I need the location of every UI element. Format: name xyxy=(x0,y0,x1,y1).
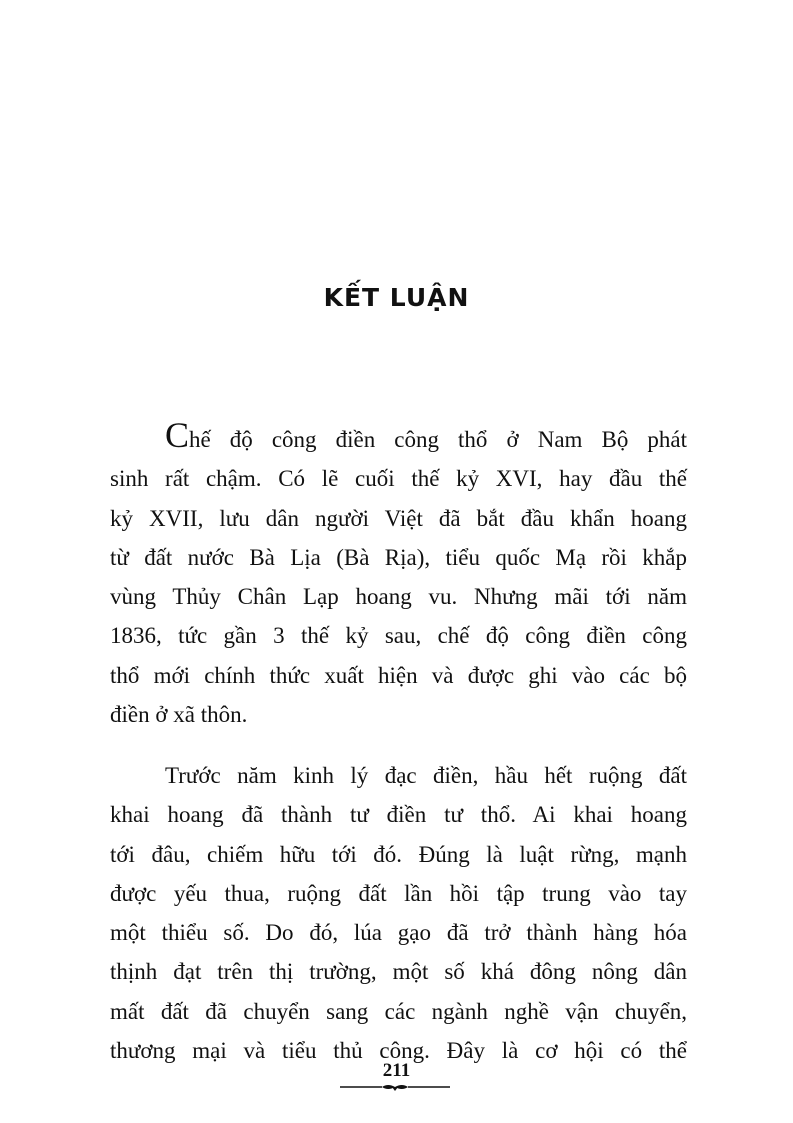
text-line: tới đâu, chiếm hữu tới đó. Đúng là luật rừng, mạnh xyxy=(110,841,687,867)
text-line: thịnh đạt trên thị trường, một số khá đông nông dân xyxy=(110,959,687,985)
text-line: 1836, tức gần 3 thế kỷ sau, chế độ công điền công xyxy=(110,623,687,649)
text-line: điền ở xã thôn. xyxy=(110,702,248,728)
paragraph-1 xyxy=(110,415,687,734)
text-line: mất đất đã chuyển sang các ngành nghề vận chuyển, xyxy=(110,998,687,1024)
chapter-title: KẾT LUẬN xyxy=(323,283,470,312)
text-line: Trước năm kinh lý đạc điền, hầu hết ruộng đất xyxy=(165,763,687,788)
text-line: từ đất nước Bà Lịa (Bà Rịa), tiểu quốc Mạ rồi khắp xyxy=(110,544,687,570)
text-line: thổ mới chính thức xuất hiện và được ghi vào các bộ xyxy=(110,662,687,688)
text-line: khai hoang đã thành tư điền tư thổ. Ai khai hoang xyxy=(110,802,687,828)
ornament-divider-icon xyxy=(340,1083,450,1091)
text-line: Chế độ công điền công thổ ở Nam Bộ phát xyxy=(165,415,687,455)
text-line: kỷ XVII, lưu dân người Việt đã bắt đầu khẩn hoang xyxy=(110,505,687,531)
text-line: một thiểu số. Do đó, lúa gạo đã trở thành hàng hóa xyxy=(110,920,687,946)
paragraph-2 xyxy=(110,756,687,1070)
page-number: 211 xyxy=(382,1060,411,1081)
text-line: sinh rất chậm. Có lẽ cuối thế kỷ XVI, hay đầu thế xyxy=(110,466,687,492)
text-line: được yếu thua, ruộng đất lần hồi tập trung vào tay xyxy=(110,880,687,906)
text-line: vùng Thủy Chân Lạp hoang vu. Nhưng mãi tới năm xyxy=(110,584,687,610)
drop-cap: C xyxy=(165,415,190,455)
text-line: thương mại và tiểu thủ công. Đây là cơ hội có thể xyxy=(110,1038,687,1064)
